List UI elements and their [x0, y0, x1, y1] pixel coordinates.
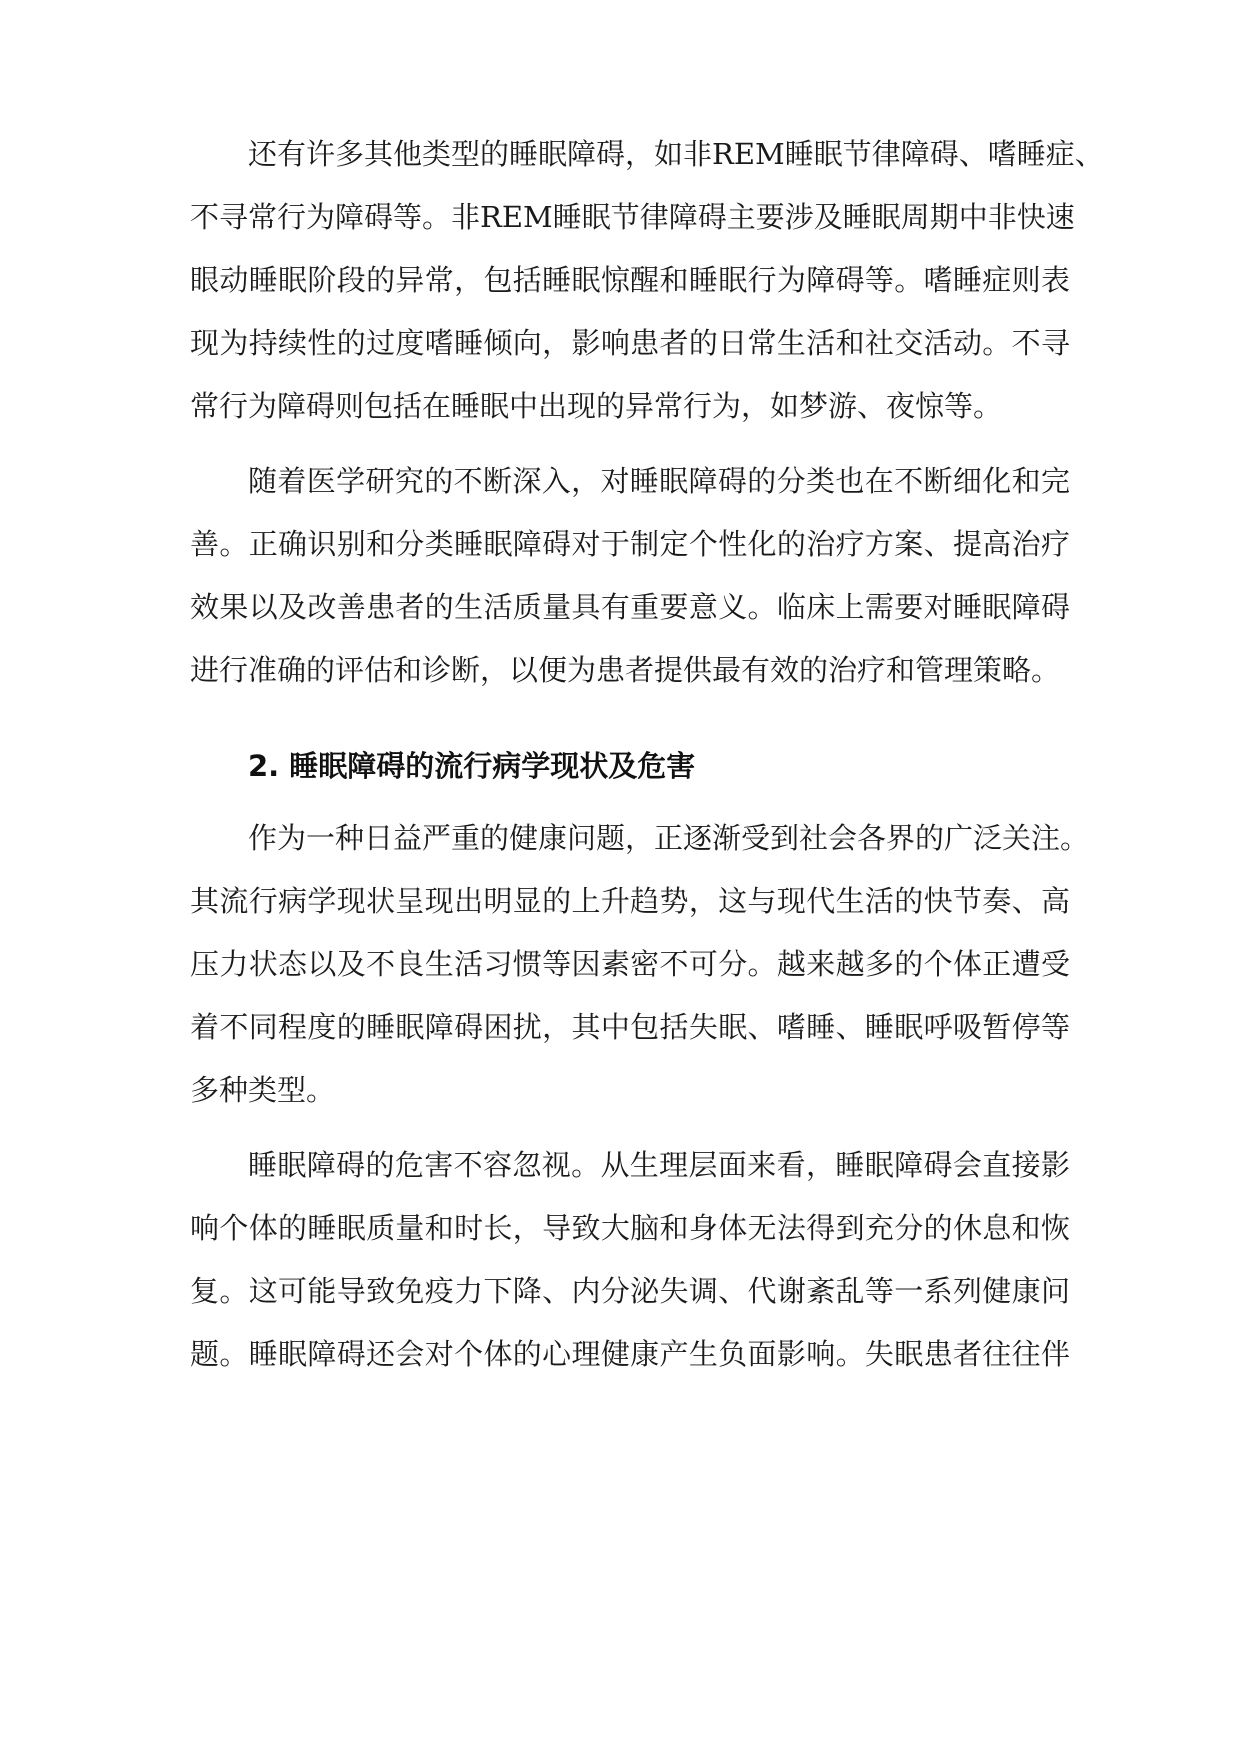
section-heading: 2. 睡眠障碍的流行病学现状及危害	[248, 749, 696, 783]
paragraph-line: 现为持续性的过度嗜睡倾向，影响患者的日常生活和社交活动。不寻	[190, 326, 1070, 360]
paragraph-line: 作为一种日益严重的健康问题，正逐渐受到社会各界的广泛关注。	[248, 821, 1090, 855]
paragraph-line: 随着医学研究的不断深入，对睡眠障碍的分类也在不断细化和完	[248, 464, 1070, 498]
paragraph-line: 其流行病学现状呈现出明显的上升趋势，这与现代生活的快节奏、高	[190, 884, 1070, 918]
paragraph-line: 着不同程度的睡眠障碍困扰，其中包括失眠、嗜睡、睡眠呼吸暂停等	[190, 1010, 1070, 1044]
paragraph-line: 眼动睡眠阶段的异常，包括睡眠惊醒和睡眠行为障碍等。嗜睡症则表	[190, 263, 1070, 297]
paragraph-line: 题。睡眠障碍还会对个体的心理健康产生负面影响。失眠患者往往伴	[190, 1337, 1070, 1371]
paragraph-line: 不寻常行为障碍等。非REM睡眠节律障碍主要涉及睡眠周期中非快速	[190, 200, 1075, 234]
paragraph-line: 效果以及改善患者的生活质量具有重要意义。临床上需要对睡眠障碍	[190, 590, 1070, 624]
paragraph-line: 压力状态以及不良生活习惯等因素密不可分。越来越多的个体正遭受	[190, 947, 1070, 981]
paragraph-line: 复。这可能导致免疫力下降、内分泌失调、代谢紊乱等一系列健康问	[190, 1274, 1070, 1308]
paragraph-line: 还有许多其他类型的睡眠障碍，如非REM睡眠节律障碍、嗜睡症、	[248, 137, 1104, 171]
paragraph-line: 睡眠障碍的危害不容忽视。从生理层面来看，睡眠障碍会直接影	[248, 1148, 1070, 1182]
paragraph-line: 善。正确识别和分类睡眠障碍对于制定个性化的治疗方案、提高治疗	[190, 527, 1070, 561]
paragraph-line: 多种类型。	[190, 1073, 336, 1107]
paragraph-line: 响个体的睡眠质量和时长，导致大脑和身体无法得到充分的休息和恢	[190, 1211, 1070, 1245]
paragraph-line: 常行为障碍则包括在睡眠中出现的异常行为，如梦游、夜惊等。	[190, 389, 1003, 423]
paragraph-line: 进行准确的评估和诊断，以便为患者提供最有效的治疗和管理策略。	[190, 653, 1061, 687]
